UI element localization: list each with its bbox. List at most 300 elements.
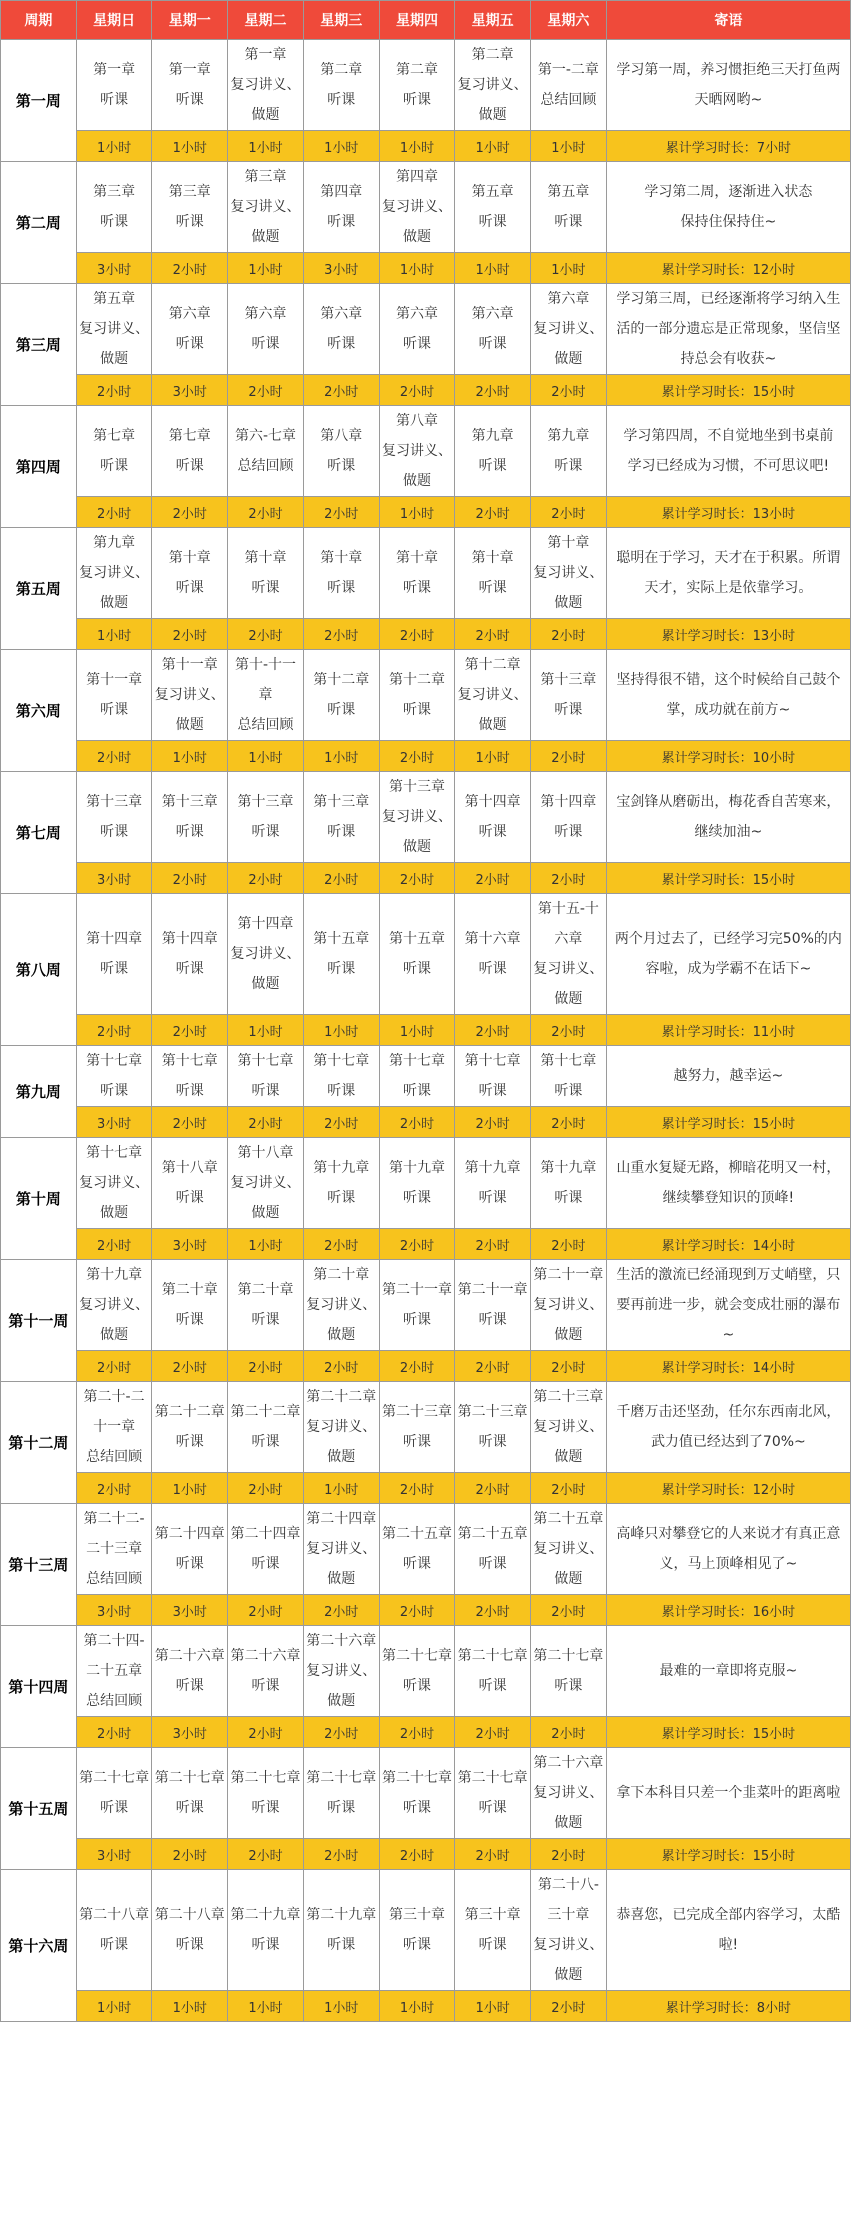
- task-cell: 第十七章 听课: [303, 1046, 379, 1107]
- hours-cell: 2小时: [228, 1473, 304, 1504]
- week-row: [1, 772, 851, 863]
- message-cell: 拿下本科目只差一个韭菜叶的距离啦: [606, 1748, 850, 1839]
- task-cell: 第二十七章 听课: [455, 1626, 531, 1717]
- hours-cell: 1小时: [152, 1991, 228, 2022]
- task-cell: 第三章 听课: [76, 162, 152, 253]
- hours-cell: 2小时: [152, 1351, 228, 1382]
- hours-cell: 2小时: [303, 1595, 379, 1626]
- hours-cell: 1小时: [228, 741, 304, 772]
- hours-cell: 2小时: [76, 1717, 152, 1748]
- week-row: [1, 406, 851, 497]
- message-cell: 学习第四周，不自觉地坐到书桌前 学习已经成为习惯，不可思议吧!: [606, 406, 850, 497]
- task-cell: 第二十七章 听课: [76, 1748, 152, 1839]
- task-cell: 第十七章 听课: [455, 1046, 531, 1107]
- hours-cell: 2小时: [152, 253, 228, 284]
- week-label: 第十二周: [1, 1382, 77, 1504]
- task-cell: 第十七章 听课: [379, 1046, 455, 1107]
- task-cell: 第五章 听课: [531, 162, 607, 253]
- week-row: [1, 1382, 851, 1473]
- total-hours-cell: 累计学习时长：15小时: [606, 1717, 850, 1748]
- week-label: 第十四周: [1, 1626, 77, 1748]
- hours-cell: 2小时: [228, 375, 304, 406]
- task-cell: 第二十七章 听课: [455, 1748, 531, 1839]
- task-cell: 第二十四- 二十五章 总结回顾: [76, 1626, 152, 1717]
- header-row: [1, 1, 851, 40]
- hours-row: [1, 1107, 851, 1138]
- task-cell: 第二十一章 听课: [379, 1260, 455, 1351]
- hours-cell: 2小时: [303, 863, 379, 894]
- week-label: 第六周: [1, 650, 77, 772]
- week-row: [1, 1504, 851, 1595]
- hours-cell: 2小时: [531, 1595, 607, 1626]
- task-cell: 第六章 听课: [303, 284, 379, 375]
- hours-cell: 1小时: [531, 253, 607, 284]
- task-cell: 第八章 复习讲义、 做题: [379, 406, 455, 497]
- task-cell: 第二十六章 听课: [228, 1626, 304, 1717]
- task-cell: 第十七章 听课: [531, 1046, 607, 1107]
- task-cell: 第十五章 听课: [303, 894, 379, 1015]
- header-tuesday: 星期二: [228, 1, 304, 40]
- task-cell: 第一-二章 总结回顾: [531, 40, 607, 131]
- hours-cell: 2小时: [76, 741, 152, 772]
- task-cell: 第二十七章 听课: [228, 1748, 304, 1839]
- hours-cell: 1小时: [228, 1229, 304, 1260]
- hours-row: [1, 619, 851, 650]
- hours-cell: 2小时: [152, 497, 228, 528]
- hours-cell: 3小时: [76, 253, 152, 284]
- hours-cell: 2小时: [455, 1595, 531, 1626]
- task-cell: 第五章 听课: [455, 162, 531, 253]
- header-wednesday: 星期三: [303, 1, 379, 40]
- hours-row: [1, 1991, 851, 2022]
- hours-cell: 2小时: [379, 1107, 455, 1138]
- hours-cell: 2小时: [455, 375, 531, 406]
- task-cell: 第二十七章 听课: [531, 1626, 607, 1717]
- task-cell: 第二十二章 听课: [152, 1382, 228, 1473]
- hours-cell: 2小时: [379, 1717, 455, 1748]
- hours-cell: 1小时: [531, 131, 607, 162]
- task-cell: 第九章 听课: [455, 406, 531, 497]
- hours-cell: 1小时: [455, 253, 531, 284]
- week-label: 第十一周: [1, 1260, 77, 1382]
- total-hours-cell: 累计学习时长：15小时: [606, 1839, 850, 1870]
- week-label: 第十六周: [1, 1870, 77, 2022]
- task-cell: 第六章 听课: [228, 284, 304, 375]
- total-hours-cell: 累计学习时长：10小时: [606, 741, 850, 772]
- task-cell: 第十章 听课: [379, 528, 455, 619]
- hours-cell: 1小时: [303, 1015, 379, 1046]
- task-cell: 第三十章 听课: [379, 1870, 455, 1991]
- hours-cell: 2小时: [303, 619, 379, 650]
- week-label: 第八周: [1, 894, 77, 1046]
- hours-cell: 2小时: [152, 1839, 228, 1870]
- task-cell: 第十章 复习讲义、 做题: [531, 528, 607, 619]
- hours-cell: 3小时: [76, 1595, 152, 1626]
- hours-cell: 2小时: [531, 375, 607, 406]
- hours-cell: 2小时: [455, 1015, 531, 1046]
- message-cell: 千磨万击还坚劲，任尔东西南北风，武力值已经达到了70%~: [606, 1382, 850, 1473]
- hours-cell: 1小时: [303, 131, 379, 162]
- task-cell: 第十四章 听课: [455, 772, 531, 863]
- message-cell: 两个月过去了，已经学习完50%的内容啦，成为学霸不在话下~: [606, 894, 850, 1015]
- hours-row: [1, 1351, 851, 1382]
- message-cell: 学习第一周，养习惯拒绝三天打鱼两天晒网哟~: [606, 40, 850, 131]
- task-cell: 第二十三章 听课: [455, 1382, 531, 1473]
- hours-cell: 2小时: [531, 1351, 607, 1382]
- task-cell: 第十一章 听课: [76, 650, 152, 741]
- week-row: [1, 40, 851, 131]
- hours-cell: 3小时: [152, 375, 228, 406]
- week-label: 第二周: [1, 162, 77, 284]
- task-cell: 第二章 复习讲义、 做题: [455, 40, 531, 131]
- week-row: [1, 528, 851, 619]
- hours-cell: 2小时: [531, 619, 607, 650]
- task-cell: 第十八章 听课: [152, 1138, 228, 1229]
- task-cell: 第二十章 听课: [152, 1260, 228, 1351]
- hours-row: [1, 1839, 851, 1870]
- message-cell: 最难的一章即将克服~: [606, 1626, 850, 1717]
- task-cell: 第六-七章 总结回顾: [228, 406, 304, 497]
- hours-cell: 3小时: [152, 1717, 228, 1748]
- hours-cell: 2小时: [455, 1229, 531, 1260]
- hours-cell: 2小时: [303, 1107, 379, 1138]
- hours-cell: 2小时: [379, 1839, 455, 1870]
- total-hours-cell: 累计学习时长：11小时: [606, 1015, 850, 1046]
- task-cell: 第十四章 复习讲义、 做题: [228, 894, 304, 1015]
- task-cell: 第四章 复习讲义、 做题: [379, 162, 455, 253]
- hours-cell: 2小时: [303, 1717, 379, 1748]
- hours-cell: 2小时: [531, 1839, 607, 1870]
- task-cell: 第二十八章 听课: [152, 1870, 228, 1991]
- hours-cell: 2小时: [303, 1229, 379, 1260]
- hours-cell: 2小时: [455, 497, 531, 528]
- week-label: 第四周: [1, 406, 77, 528]
- header-saturday: 星期六: [531, 1, 607, 40]
- hours-cell: 2小时: [76, 1229, 152, 1260]
- task-cell: 第一章 听课: [152, 40, 228, 131]
- task-cell: 第二十-二 十一章 总结回顾: [76, 1382, 152, 1473]
- task-cell: 第六章 复习讲义、 做题: [531, 284, 607, 375]
- task-cell: 第十九章 听课: [531, 1138, 607, 1229]
- hours-cell: 1小时: [379, 253, 455, 284]
- hours-cell: 2小时: [228, 1107, 304, 1138]
- week-label: 第十三周: [1, 1504, 77, 1626]
- task-cell: 第十七章 复习讲义、 做题: [76, 1138, 152, 1229]
- task-cell: 第十一章 复习讲义、 做题: [152, 650, 228, 741]
- hours-cell: 2小时: [76, 1473, 152, 1504]
- hours-cell: 2小时: [228, 1839, 304, 1870]
- hours-cell: 2小时: [531, 741, 607, 772]
- hours-cell: 1小时: [76, 619, 152, 650]
- total-hours-cell: 累计学习时长：12小时: [606, 1473, 850, 1504]
- hours-cell: 1小时: [76, 1991, 152, 2022]
- hours-cell: 2小时: [76, 1351, 152, 1382]
- task-cell: 第二十四章 听课: [228, 1504, 304, 1595]
- task-cell: 第二十四章 听课: [152, 1504, 228, 1595]
- hours-cell: 2小时: [455, 1839, 531, 1870]
- task-cell: 第十二章 复习讲义、 做题: [455, 650, 531, 741]
- hours-cell: 1小时: [76, 131, 152, 162]
- task-cell: 第一章 听课: [76, 40, 152, 131]
- hours-cell: 1小时: [379, 1015, 455, 1046]
- task-cell: 第九章 复习讲义、 做题: [76, 528, 152, 619]
- hours-cell: 2小时: [379, 619, 455, 650]
- hours-cell: 3小时: [152, 1229, 228, 1260]
- week-label: 第九周: [1, 1046, 77, 1138]
- task-cell: 第二十八- 三十章 复习讲义、 做题: [531, 1870, 607, 1991]
- task-cell: 第十三章 听课: [531, 650, 607, 741]
- hours-cell: 2小时: [152, 863, 228, 894]
- hours-cell: 2小时: [455, 863, 531, 894]
- hours-row: [1, 497, 851, 528]
- task-cell: 第五章 复习讲义、 做题: [76, 284, 152, 375]
- hours-cell: 2小时: [379, 375, 455, 406]
- message-cell: 坚持得很不错，这个时候给自己鼓个掌，成功就在前方~: [606, 650, 850, 741]
- task-cell: 第十四章 听课: [76, 894, 152, 1015]
- task-cell: 第十五章 听课: [379, 894, 455, 1015]
- week-row: [1, 1260, 851, 1351]
- hours-row: [1, 1595, 851, 1626]
- hours-row: [1, 1717, 851, 1748]
- message-cell: 山重水复疑无路，柳暗花明又一村，继续攀登知识的顶峰!: [606, 1138, 850, 1229]
- hours-cell: 2小时: [303, 1351, 379, 1382]
- table-body: [1, 40, 851, 2022]
- total-hours-cell: 累计学习时长：13小时: [606, 619, 850, 650]
- total-hours-cell: 累计学习时长：15小时: [606, 1107, 850, 1138]
- total-hours-cell: 累计学习时长：16小时: [606, 1595, 850, 1626]
- hours-cell: 2小时: [303, 497, 379, 528]
- task-cell: 第三章 听课: [152, 162, 228, 253]
- task-cell: 第十三章 复习讲义、 做题: [379, 772, 455, 863]
- hours-cell: 3小时: [76, 863, 152, 894]
- task-cell: 第二十五章 听课: [455, 1504, 531, 1595]
- hours-cell: 2小时: [76, 1015, 152, 1046]
- hours-cell: 2小时: [455, 1717, 531, 1748]
- hours-cell: 2小时: [152, 1015, 228, 1046]
- task-cell: 第二章 听课: [379, 40, 455, 131]
- hours-cell: 3小时: [76, 1839, 152, 1870]
- hours-cell: 1小时: [152, 741, 228, 772]
- task-cell: 第六章 听课: [455, 284, 531, 375]
- task-cell: 第八章 听课: [303, 406, 379, 497]
- total-hours-cell: 累计学习时长：8小时: [606, 1991, 850, 2022]
- task-cell: 第二十九章 听课: [303, 1870, 379, 1991]
- hours-cell: 1小时: [228, 1015, 304, 1046]
- hours-row: [1, 1015, 851, 1046]
- task-cell: 第二十一章 复习讲义、 做题: [531, 1260, 607, 1351]
- header-monday: 星期一: [152, 1, 228, 40]
- total-hours-cell: 累计学习时长：7小时: [606, 131, 850, 162]
- hours-cell: 2小时: [379, 1229, 455, 1260]
- week-row: [1, 650, 851, 741]
- hours-cell: 1小时: [379, 1991, 455, 2022]
- week-label: 第一周: [1, 40, 77, 162]
- message-cell: 学习第二周，逐渐进入状态 保持住保持住~: [606, 162, 850, 253]
- task-cell: 第二十六章 听课: [152, 1626, 228, 1717]
- task-cell: 第二十二章 听课: [228, 1382, 304, 1473]
- hours-cell: 2小时: [379, 1351, 455, 1382]
- week-label: 第三周: [1, 284, 77, 406]
- total-hours-cell: 累计学习时长：14小时: [606, 1229, 850, 1260]
- task-cell: 第十二章 听课: [379, 650, 455, 741]
- hours-row: [1, 1229, 851, 1260]
- hours-cell: 2小时: [379, 741, 455, 772]
- task-cell: 第十九章 复习讲义、 做题: [76, 1260, 152, 1351]
- hours-cell: 2小时: [228, 619, 304, 650]
- week-row: [1, 1870, 851, 1991]
- task-cell: 第十六章 听课: [455, 894, 531, 1015]
- hours-cell: 2小时: [531, 1015, 607, 1046]
- message-cell: 高峰只对攀登它的人来说才有真正意义，马上顶峰相见了~: [606, 1504, 850, 1595]
- task-cell: 第十三章 听课: [228, 772, 304, 863]
- task-cell: 第二章 听课: [303, 40, 379, 131]
- hours-cell: 1小时: [228, 253, 304, 284]
- task-cell: 第二十二- 二十三章 总结回顾: [76, 1504, 152, 1595]
- task-cell: 第九章 听课: [531, 406, 607, 497]
- hours-cell: 1小时: [152, 1473, 228, 1504]
- task-cell: 第二十三章 听课: [379, 1382, 455, 1473]
- task-cell: 第七章 听课: [76, 406, 152, 497]
- hours-cell: 2小时: [152, 619, 228, 650]
- hours-cell: 2小时: [455, 1107, 531, 1138]
- task-cell: 第十章 听课: [228, 528, 304, 619]
- task-cell: 第六章 听课: [152, 284, 228, 375]
- task-cell: 第十七章 听课: [228, 1046, 304, 1107]
- hours-cell: 2小时: [76, 375, 152, 406]
- header-thursday: 星期四: [379, 1, 455, 40]
- hours-cell: 1小时: [228, 131, 304, 162]
- task-cell: 第十九章 听课: [379, 1138, 455, 1229]
- task-cell: 第二十七章 听课: [152, 1748, 228, 1839]
- hours-cell: 2小时: [228, 1717, 304, 1748]
- total-hours-cell: 累计学习时长：13小时: [606, 497, 850, 528]
- task-cell: 第二十四章 复习讲义、 做题: [303, 1504, 379, 1595]
- week-row: [1, 1626, 851, 1717]
- message-cell: 恭喜您，已完成全部内容学习，太酷啦!: [606, 1870, 850, 1991]
- hours-cell: 2小时: [228, 497, 304, 528]
- hours-cell: 2小时: [228, 1595, 304, 1626]
- task-cell: 第十-十一 章 总结回顾: [228, 650, 304, 741]
- hours-cell: 1小时: [379, 497, 455, 528]
- hours-row: [1, 131, 851, 162]
- hours-cell: 1小时: [303, 741, 379, 772]
- task-cell: 第二十章 复习讲义、 做题: [303, 1260, 379, 1351]
- week-label: 第五周: [1, 528, 77, 650]
- task-cell: 第十八章 复习讲义、 做题: [228, 1138, 304, 1229]
- task-cell: 第二十五章 听课: [379, 1504, 455, 1595]
- hours-cell: 2小时: [379, 1595, 455, 1626]
- task-cell: 第三十章 听课: [455, 1870, 531, 1991]
- hours-cell: 2小时: [531, 1473, 607, 1504]
- table-header: [1, 1, 851, 40]
- week-row: [1, 162, 851, 253]
- task-cell: 第六章 听课: [379, 284, 455, 375]
- week-label: 第七周: [1, 772, 77, 894]
- total-hours-cell: 累计学习时长：14小时: [606, 1351, 850, 1382]
- hours-cell: 2小时: [152, 1107, 228, 1138]
- message-cell: 宝剑锋从磨砺出，梅花香自苦寒来，继续加油~: [606, 772, 850, 863]
- hours-cell: 2小时: [531, 497, 607, 528]
- week-row: [1, 1046, 851, 1107]
- hours-cell: 1小时: [455, 1991, 531, 2022]
- task-cell: 第三章 复习讲义、 做题: [228, 162, 304, 253]
- hours-row: [1, 1473, 851, 1504]
- hours-cell: 2小时: [455, 1473, 531, 1504]
- hours-row: [1, 375, 851, 406]
- hours-cell: 2小时: [455, 1351, 531, 1382]
- hours-cell: 2小时: [303, 1839, 379, 1870]
- task-cell: 第七章 听课: [152, 406, 228, 497]
- message-cell: 生活的激流已经涌现到万丈峭壁，只要再前进一步，就会变成壮丽的瀑布~: [606, 1260, 850, 1351]
- task-cell: 第二十六章 复习讲义、 做题: [303, 1626, 379, 1717]
- task-cell: 第十七章 听课: [152, 1046, 228, 1107]
- total-hours-cell: 累计学习时长：15小时: [606, 863, 850, 894]
- hours-cell: 2小时: [531, 1991, 607, 2022]
- task-cell: 第十四章 听课: [152, 894, 228, 1015]
- task-cell: 第二十七章 听课: [379, 1626, 455, 1717]
- task-cell: 第二十章 听课: [228, 1260, 304, 1351]
- hours-cell: 2小时: [531, 863, 607, 894]
- task-cell: 第二十三章 复习讲义、 做题: [531, 1382, 607, 1473]
- message-cell: 学习第三周，已经逐渐将学习纳入生活的一部分遗忘是正常现象，坚信坚持总会有收获~: [606, 284, 850, 375]
- hours-cell: 2小时: [455, 619, 531, 650]
- task-cell: 第二十二章 复习讲义、 做题: [303, 1382, 379, 1473]
- task-cell: 第二十七章 听课: [303, 1748, 379, 1839]
- task-cell: 第十九章 听课: [303, 1138, 379, 1229]
- hours-cell: 2小时: [379, 1473, 455, 1504]
- hours-cell: 2小时: [303, 375, 379, 406]
- hours-cell: 2小时: [379, 863, 455, 894]
- week-label: 第十五周: [1, 1748, 77, 1870]
- message-cell: 聪明在于学习，天才在于积累。所谓天才，实际上是依靠学习。: [606, 528, 850, 619]
- hours-cell: 1小时: [228, 1991, 304, 2022]
- hours-cell: 3小时: [76, 1107, 152, 1138]
- task-cell: 第四章 听课: [303, 162, 379, 253]
- task-cell: 第二十一章 听课: [455, 1260, 531, 1351]
- hours-cell: 2小时: [531, 1107, 607, 1138]
- task-cell: 第十七章 听课: [76, 1046, 152, 1107]
- task-cell: 第十三章 听课: [152, 772, 228, 863]
- week-row: [1, 894, 851, 1015]
- task-cell: 第十章 听课: [152, 528, 228, 619]
- hours-cell: 2小时: [228, 863, 304, 894]
- hours-cell: 2小时: [531, 1717, 607, 1748]
- task-cell: 第十三章 听课: [303, 772, 379, 863]
- task-cell: 第二十五章 复习讲义、 做题: [531, 1504, 607, 1595]
- task-cell: 第二十七章 听课: [379, 1748, 455, 1839]
- header-message: 寄语: [606, 1, 850, 40]
- hours-cell: 1小时: [303, 1473, 379, 1504]
- week-row: [1, 1138, 851, 1229]
- header-sunday: 星期日: [76, 1, 152, 40]
- week-label: 第十周: [1, 1138, 77, 1260]
- hours-cell: 3小时: [303, 253, 379, 284]
- hours-cell: 2小时: [228, 1351, 304, 1382]
- task-cell: 第二十六章 复习讲义、 做题: [531, 1748, 607, 1839]
- week-row: [1, 1748, 851, 1839]
- task-cell: 第二十九章 听课: [228, 1870, 304, 1991]
- task-cell: 第十章 听课: [303, 528, 379, 619]
- task-cell: 第十三章 听课: [76, 772, 152, 863]
- task-cell: 第一章 复习讲义、 做题: [228, 40, 304, 131]
- hours-cell: 1小时: [455, 131, 531, 162]
- hours-cell: 1小时: [152, 131, 228, 162]
- total-hours-cell: 累计学习时长：15小时: [606, 375, 850, 406]
- header-week: 周期: [1, 1, 77, 40]
- message-cell: 越努力，越幸运~: [606, 1046, 850, 1107]
- hours-cell: 3小时: [152, 1595, 228, 1626]
- hours-cell: 2小时: [76, 497, 152, 528]
